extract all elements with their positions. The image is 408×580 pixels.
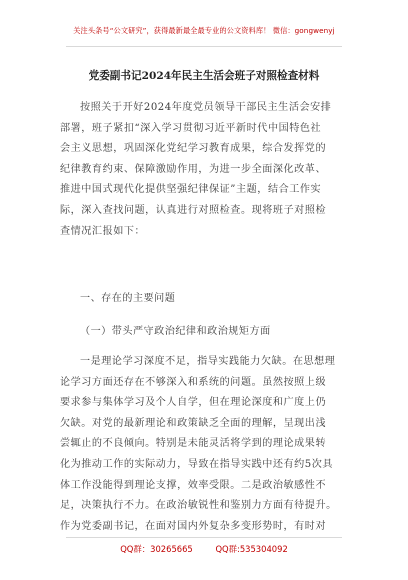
- qq-group-2: QQ群:535304092: [215, 544, 288, 554]
- intro-paragraph: [60, 98, 354, 242]
- footer-divider: [66, 537, 342, 538]
- paragraph-line: 作为党委副书记，在面对国内外复杂多变形势时，有时对: [60, 520, 327, 532]
- document-title: 党委副书记2024年民主生活会班子对照检查材料: [88, 70, 320, 82]
- paragraph-line: 足，决策执行不力。在政治敏锐性和鉴别力方面有待提升。: [60, 500, 337, 512]
- paragraph-line: 要求参与集体学习及个人自学，但在理论深度和广度上仍: [60, 397, 327, 409]
- paragraph-line: 体工作没能得到理论支撑，效率受限。二是政治敏感性不: [60, 479, 327, 491]
- paragraph-line: 一是理论学习深度不足，指导实践能力欠缺。在思想理: [80, 356, 336, 367]
- body-paragraph: [60, 352, 354, 537]
- paragraph-line: 论学习方面还存在不够深入和系统的问题。虽然按照上级: [60, 376, 327, 388]
- paragraph-line: 会主义思想，巩固深化党纪学习教育成果，综合发挥党的: [60, 143, 327, 155]
- paragraph-line: 尝辄止的不良倾向。特别是未能灵活将学到的理论成果转: [60, 438, 327, 450]
- paragraph-line: 推进中国式现代化提供坚强纪律保证”主题，结合工作实: [60, 184, 322, 196]
- qq-group-1: QQ群：30265665: [120, 544, 193, 554]
- top-banner: 关注头条号“公文研究”，获得最新最全最专业的公文资料库！ 微信：gongwenyj: [73, 26, 335, 35]
- subsection-heading: （一）带头严守政治纪律和政治规矩方面: [80, 326, 271, 337]
- section-heading: 一、存在的主要问题: [80, 293, 176, 304]
- paragraph-line: 按照关于开好2024年度党员领导干部民主生活会安排: [80, 102, 332, 113]
- paragraph-line: 际，深入查找问题，认真进行对照检查。现将班子对照检: [60, 204, 327, 216]
- paragraph-line: 化为推动工作的实际动力，导致在指导实践中还有约5次具: [60, 458, 334, 470]
- footer: [0, 543, 408, 555]
- paragraph-line: 部署，班子紧扣“深入学习贯彻习近平新时代中国特色社: [60, 122, 322, 134]
- paragraph-line: 查情况汇报如下：: [60, 225, 146, 237]
- paragraph-line: 纪律教育约束、保障激励作用，为进一步全面深化改革、: [60, 163, 327, 175]
- paragraph-line: 欠缺。对党的最新理论和政策缺乏全面的理解，呈现出浅: [60, 417, 327, 429]
- header-divider: [66, 46, 342, 47]
